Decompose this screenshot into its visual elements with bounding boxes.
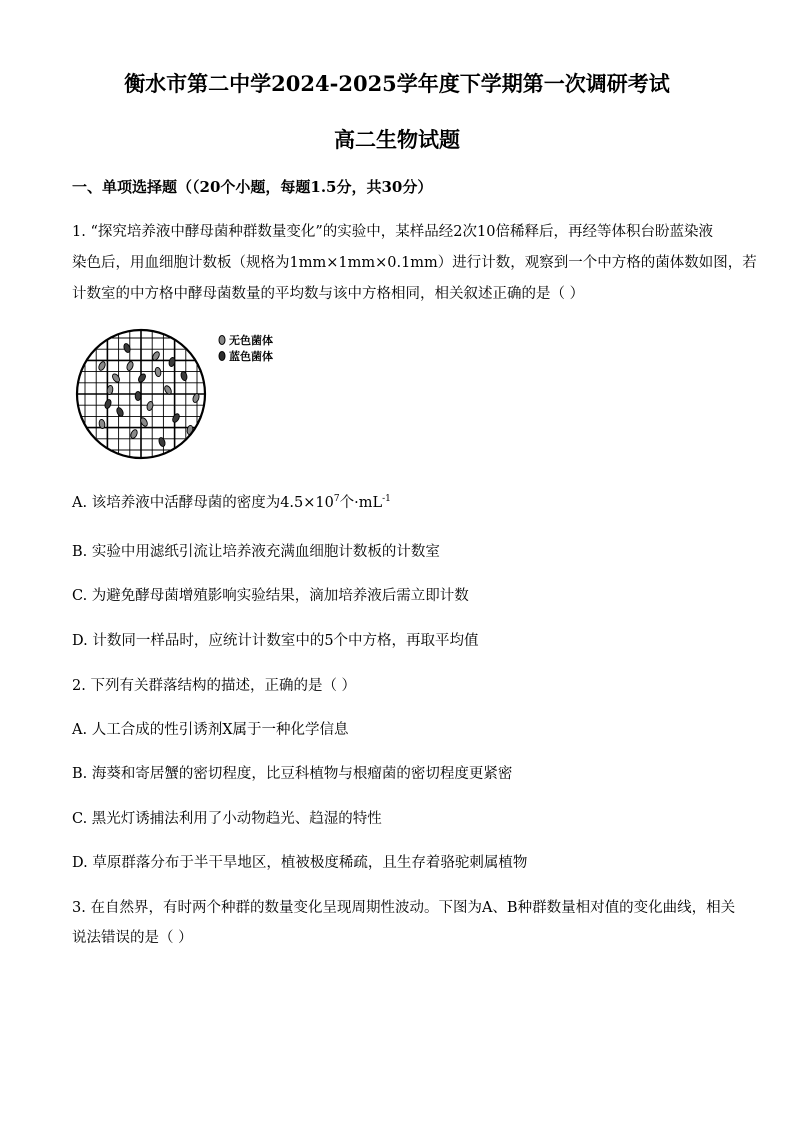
colorless-yeast-cell bbox=[130, 429, 139, 440]
q1-option-a: A. 该培养液中活酵母菌的密度为$4.5\times 10^7$个$\cdot mL^{-1}$ bbox=[72, 494, 391, 511]
q2-option-c: C. 黑光灯诱捕法利用了小动物趋光、趋湿的特性 bbox=[72, 811, 382, 827]
q2-stem: 2. 下列有关群落结构的描述，正确的是（ ） bbox=[72, 678, 357, 694]
q3-stem-line2: 说法错误的是（ ） bbox=[72, 930, 193, 946]
hemocytometer-figure bbox=[72, 326, 282, 466]
colorless-yeast-cell bbox=[111, 373, 121, 384]
exam-title: 衡水市第二中学2024-2025学年度下学期第一次调研考试 bbox=[124, 71, 670, 96]
colorless-yeast-cell bbox=[98, 361, 107, 372]
blue-yeast-cell bbox=[171, 413, 180, 424]
q1-option-c: C. 为避免酵母菌增殖影响实验结果，滴加培养液后需立即计数 bbox=[72, 588, 469, 604]
blue-yeast-cell bbox=[135, 391, 141, 400]
q2-option-b: B. 海葵和寄居蟹的密切程度，比豆科植物与根瘤菌的密切程度更紧密 bbox=[72, 766, 513, 782]
legend-colorless-label: 无色菌体 bbox=[229, 334, 273, 347]
legend-colorless-marker bbox=[219, 336, 225, 345]
blue-yeast-cell bbox=[104, 399, 112, 410]
colorless-yeast-cell bbox=[146, 401, 154, 411]
exam-subtitle: 高二生物试题 bbox=[334, 127, 460, 152]
q1-stem-line1: 1. “探究培养液中酵母菌种群数量变化”的实验中，某样品经2次10倍稀释后，再经等体积台盼蓝染液 bbox=[72, 224, 713, 240]
section-heading: 一、单项选择题（（20个小题，每题1.5分，共30分） bbox=[72, 178, 433, 196]
blue-yeast-cell bbox=[158, 437, 166, 448]
legend-blue-label: 蓝色菌体 bbox=[229, 350, 273, 363]
q1-option-b: B. 实验中用滤纸引流让培养液充满血细胞计数板的计数室 bbox=[72, 544, 440, 560]
blue-yeast-cell bbox=[137, 373, 147, 384]
cells bbox=[98, 343, 201, 448]
legend-blue-marker bbox=[219, 352, 225, 361]
q2-option-a: A. 人工合成的性引诱剂X属于一种化学信息 bbox=[72, 722, 349, 738]
grid-lines bbox=[72, 326, 212, 462]
q2-option-d: D. 草原群落分布于半干旱地区，植被极度稀疏，且生存着骆驼刺属植物 bbox=[72, 855, 528, 871]
q1-stem-line2: 染色后，用血细胞计数板（规格为1mm×1mm×0.1mm）进行计数，观察到一个中方格的菌体数如图，若 bbox=[72, 255, 757, 271]
q3-stem-line1: 3. 在自然界，有时两个种群的数量变化呈现周期性波动。下图为A、B种群数量相对值的变化曲线，相关 bbox=[72, 900, 736, 916]
q1-option-d: D. 计数同一样品时，应统计计数室中的5个中方格，再取平均值 bbox=[72, 633, 479, 649]
blue-yeast-cell bbox=[116, 407, 125, 418]
colorless-yeast-cell bbox=[154, 367, 161, 377]
blue-yeast-cell bbox=[180, 371, 188, 381]
q1-stem-line3: 计数室的中方格中酵母菌数量的平均数与该中方格相同，相关叙述正确的是（ ） bbox=[72, 286, 585, 302]
colorless-yeast-cell bbox=[126, 361, 134, 372]
